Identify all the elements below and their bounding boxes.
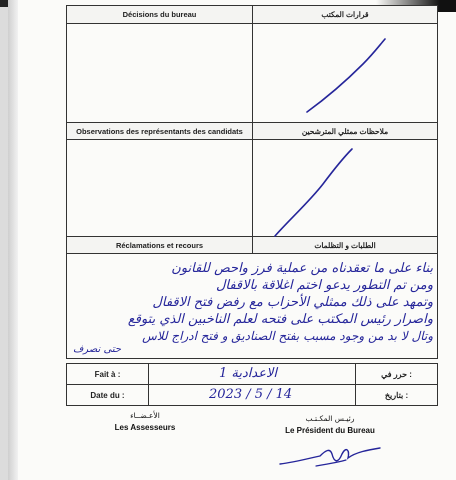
decisions-label-fr: Décisions du bureau bbox=[122, 10, 197, 19]
assessors-signature-block bbox=[100, 411, 190, 432]
handwriting-line-4: واصرار رئيس المكتب على فتحه لعلم الناخبين الذي يتوقع bbox=[127, 312, 433, 327]
fait-row bbox=[66, 363, 438, 385]
date-row bbox=[66, 384, 438, 406]
handwriting-line-3: وتمهد على ذلك ممثلي الأحزاب مع رفض فتح الاقفال bbox=[152, 295, 433, 310]
document-page bbox=[8, 0, 456, 480]
fait-label-fr: Fait à : bbox=[67, 364, 149, 384]
handwriting-line-2: ومن تم التطور يدعو اختم اغلاقة بالاقفال bbox=[215, 278, 433, 293]
strike-stroke-decisions bbox=[307, 39, 385, 112]
reclamations-label-ar: الطلبات و التظلمات bbox=[252, 237, 437, 253]
assessors-label-fr: Les Assesseurs bbox=[114, 423, 176, 432]
assessors-label-ar: الأعـضــاء bbox=[130, 411, 160, 420]
decisions-label-ar: قرارات المكتب bbox=[252, 6, 437, 23]
fait-value: الاعدادية 1 bbox=[219, 366, 278, 381]
fait-value-field bbox=[149, 364, 355, 384]
date-value-field bbox=[149, 385, 355, 405]
handwriting-line-1: بناء على ما تعقدناه من عملية فرز واحص للقانون bbox=[171, 261, 433, 276]
president-signature bbox=[276, 440, 386, 474]
reclamations-label-fr: Réclamations et recours bbox=[115, 240, 204, 250]
observations-label-fr: Observations des représentants des candidats bbox=[76, 126, 243, 136]
date-value: 2023 / 5 / 14 bbox=[209, 387, 293, 402]
date-label-fr: Date du : bbox=[67, 385, 149, 405]
handwriting-line-6: حتى نصرف bbox=[73, 344, 122, 355]
form-table bbox=[66, 5, 438, 359]
date-label-ar: بتاريخ : bbox=[355, 385, 437, 405]
president-label-ar: رئيـس المكـتـب bbox=[305, 414, 355, 423]
president-label-fr: Le Président du Bureau bbox=[285, 426, 375, 435]
fait-label-ar: حرر في : bbox=[355, 364, 437, 384]
president-signature-block bbox=[270, 414, 390, 435]
page-shadow bbox=[8, 0, 18, 480]
strike-stroke-observations bbox=[275, 149, 352, 236]
observations-label-ar: ملاحظات ممثلي المترشحين bbox=[252, 123, 437, 139]
handwriting-line-5: وتال لا بد من وجود مسبب بفتح الصناديق و فتح ادراج للاس bbox=[142, 329, 433, 343]
